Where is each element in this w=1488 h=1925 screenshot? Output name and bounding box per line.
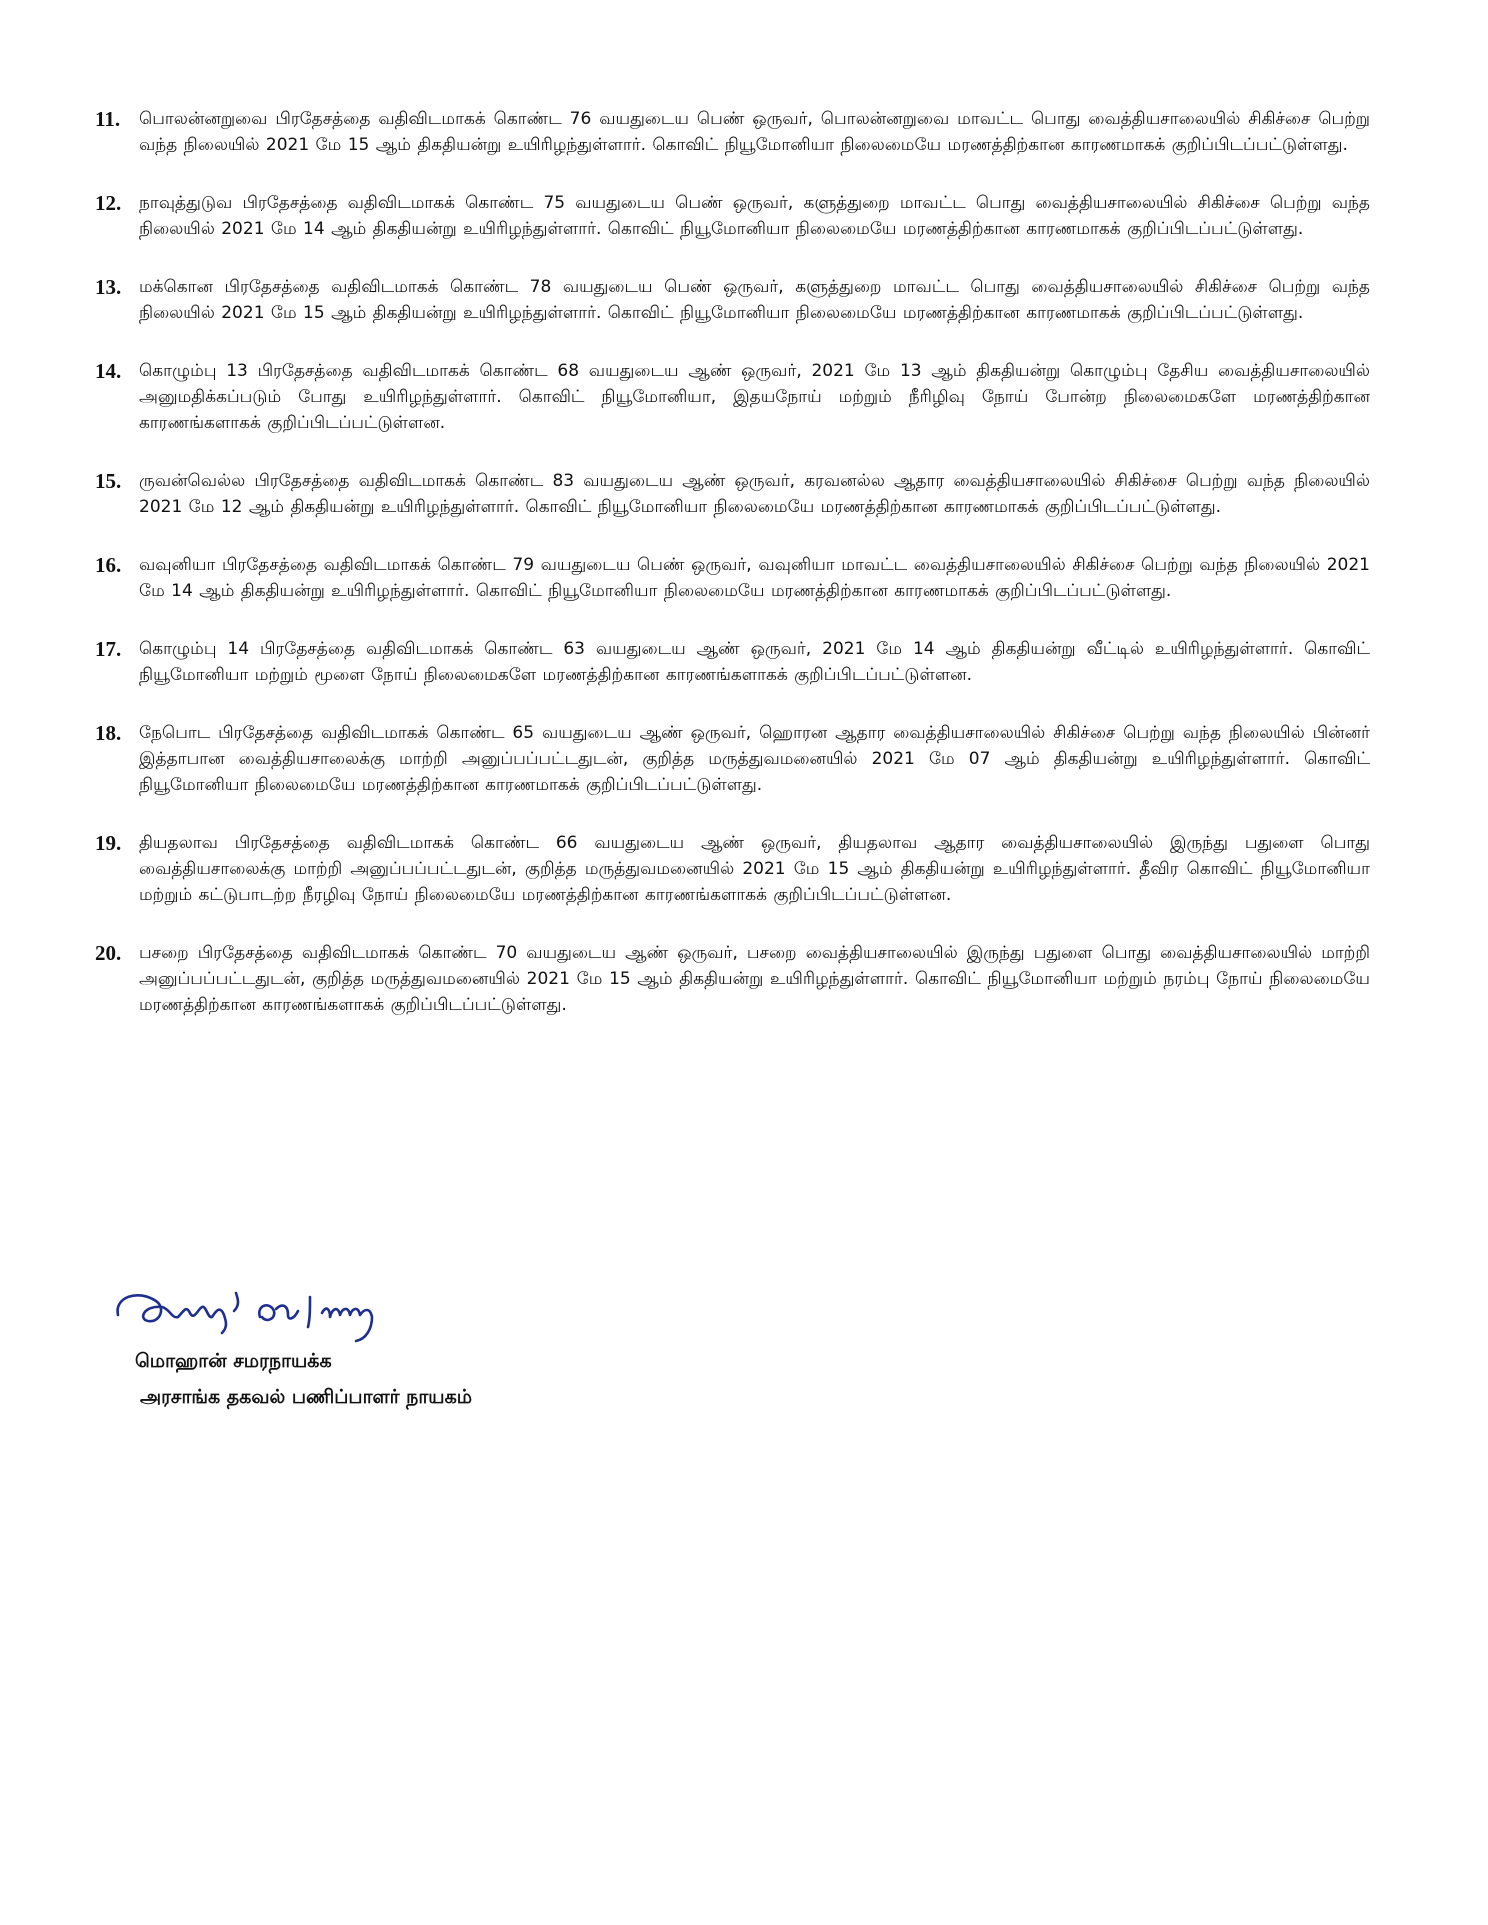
list-item [95,468,1370,520]
item-text: கொழும்பு 13 பிரதேசத்தை வதிவிடமாகக் கொண்ட 68 வயதுடைய ஆண் ஒருவர், 2021 மே 13 ஆம் திகதியன்று கொழும்பு தேசிய வைத்தியசாலையில் அனுமதிக்கப்படும் போது உயிரிழந்துள்ளார். கொவிட் நியூமோனியா, இதயநோய் மற்றும் நீரிழிவு நோய் போன்ற நிலைமைகளே மரணத்திற்கான காரணங்களாகக் குறிப்பிடப்பட்டுள்ளன. [139,361,1370,433]
item-number: 13. [95,275,122,299]
list-item [95,940,1370,1018]
item-number: 20. [95,941,122,965]
item-text: வவுனியா பிரதேசத்தை வதிவிடமாகக் கொண்ட 79 வயதுடைய பெண் ஒருவர், வவுனியா மாவட்ட வைத்தியசாலையில் சிகிச்சை பெற்று வந்த நிலையில் 2021 மே 14 ஆம் திகதியன்று உயிரிழந்துள்ளார். கொவிட் நியூமோனியா நிலைமையே மரணத்திற்கான காரணமாகக் குறிப்பிடப்பட்டுள்ளது. [139,555,1370,601]
item-text: பொலன்னறுவை பிரதேசத்தை வதிவிடமாகக் கொண்ட 76 வயதுடைய பெண் ஒருவர், பொலன்னறுவை மாவட்ட பொது வைத்தியசாலையில் சிகிச்சை பெற்று வந்த நிலையில் 2021 மே 15 ஆம் திகதியன்று உயிரிழந்துள்ளார். கொவிட் நியூமோனியா நிலைமையே மரணத்திற்கான காரணமாகக் குறிப்பிடப்பட்டுள்ளது. [139,109,1370,155]
list-item [95,636,1370,688]
handwritten-signature [110,1275,440,1355]
item-number: 12. [95,191,122,215]
list-item [95,358,1370,436]
item-text: நாவுத்துடுவ பிரதேசத்தை வதிவிடமாகக் கொண்ட 75 வயதுடைய பெண் ஒருவர், களுத்துறை மாவட்ட பொது வைத்தியசாலையில் சிகிச்சை பெற்று வந்த நிலையில் 2021 மே 14 ஆம் திகதியன்று உயிரிழந்துள்ளார். கொவிட் நியூமோனியா நிலைமையே மரணத்திற்கான காரணமாகக் குறிப்பிடப்பட்டுள்ளது. [139,193,1370,239]
item-number: 16. [95,553,122,577]
item-text: ருவன்வெல்ல பிரதேசத்தை வதிவிடமாகக் கொண்ட 83 வயதுடைய ஆண் ஒருவர், கரவனல்ல ஆதார வைத்தியசாலையில் சிகிச்சை பெற்று வந்த நிலையில் 2021 மே 12 ஆம் திகதியன்று உயிரிழந்துள்ளார். கொவிட் நியூமோனியா நிலைமையே மரணத்திற்கான காரணமாகக் குறிப்பிடப்பட்டுள்ளது. [139,471,1370,517]
list-item [95,190,1370,242]
list-item [95,552,1370,604]
item-number: 14. [95,359,122,383]
list-item [95,106,1370,158]
list-item [95,720,1370,798]
item-number: 15. [95,469,122,493]
death-report-list [95,106,1370,1050]
item-text: நேபொட பிரதேசத்தை வதிவிடமாகக் கொண்ட 65 வயதுடைய ஆண் ஒருவர், ஹொரன ஆதார வைத்தியசாலையில் சிகிச்சை பெற்று வந்த நிலையில் பின்னர் இத்தாபான வைத்தியசாலைக்கு மாற்றி அனுப்பப்பட்டதுடன், குறித்த மருத்துவமனையில் 2021 மே 07 ஆம் திகதியன்று உயிரிழந்துள்ளார். கொவிட் நியூமோனியா நிலைமையே மரணத்திற்கான காரணமாகக் குறிப்பிடப்பட்டுள்ளது. [139,723,1370,795]
signatory-title: அரசாங்க தகவல் பணிப்பாளர் நாயகம் [140,1386,473,1408]
item-number: 18. [95,721,122,745]
item-number: 19. [95,831,122,855]
list-item [95,830,1370,908]
item-text: பசறை பிரதேசத்தை வதிவிடமாகக் கொண்ட 70 வயதுடைய ஆண் ஒருவர், பசறை வைத்தியசாலையில் இருந்து பதுளை பொது வைத்தியசாலையில் மாற்றி அனுப்பப்பட்டதுடன், குறித்த மருத்துவமனையில் 2021 மே 15 ஆம் திகதியன்று உயிரிழந்துள்ளார். கொவிட் நியூமோனியா மற்றும் நரம்பு நோய் நிலைமையே மரணத்திற்கான காரணங்களாகக் குறிப்பிடப்பட்டுள்ளது. [139,943,1370,1015]
item-number: 11. [95,107,121,131]
item-text: மக்கொன பிரதேசத்தை வதிவிடமாகக் கொண்ட 78 வயதுடைய பெண் ஒருவர், களுத்துறை மாவட்ட பொது வைத்தியசாலையில் சிகிச்சை பெற்று வந்த நிலையில் 2021 மே 15 ஆம் திகதியன்று உயிரிழந்துள்ளார். கொவிட் நியூமோனியா நிலைமையே மரணத்திற்கான காரணமாகக் குறிப்பிடப்பட்டுள்ளது. [139,277,1370,323]
item-number: 17. [95,637,122,661]
item-text: தியதலாவ பிரதேசத்தை வதிவிடமாகக் கொண்ட 66 வயதுடைய ஆண் ஒருவர், தியதலாவ ஆதார வைத்தியசாலையில் இருந்து பதுளை பொது வைத்தியசாலைக்கு மாற்றி அனுப்பப்பட்டதுடன், குறித்த மருத்துவமனையில் 2021 மே 15 ஆம் திகதியன்று உயிரிழந்துள்ளார். தீவிர கொவிட் நியூமோனியா மற்றும் கட்டுபாடற்ற நீரழிவு நோய் நிலைமையே மரணத்திற்கான காரணங்களாகக் குறிப்பிடப்பட்டுள்ளன. [139,833,1370,905]
item-text: கொழும்பு 14 பிரதேசத்தை வதிவிடமாகக் கொண்ட 63 வயதுடைய ஆண் ஒருவர், 2021 மே 14 ஆம் திகதியன்று வீட்டில் உயிரிழந்துள்ளார். கொவிட் நியூமோனியா மற்றும் மூளை நோய் நிலைமைகளே மரணத்திற்கான காரணங்களாகக் குறிப்பிடப்பட்டுள்ளன. [139,639,1370,685]
list-item [95,274,1370,326]
signatory-name: மொஹான் சமரநாயக்க [135,1350,332,1372]
